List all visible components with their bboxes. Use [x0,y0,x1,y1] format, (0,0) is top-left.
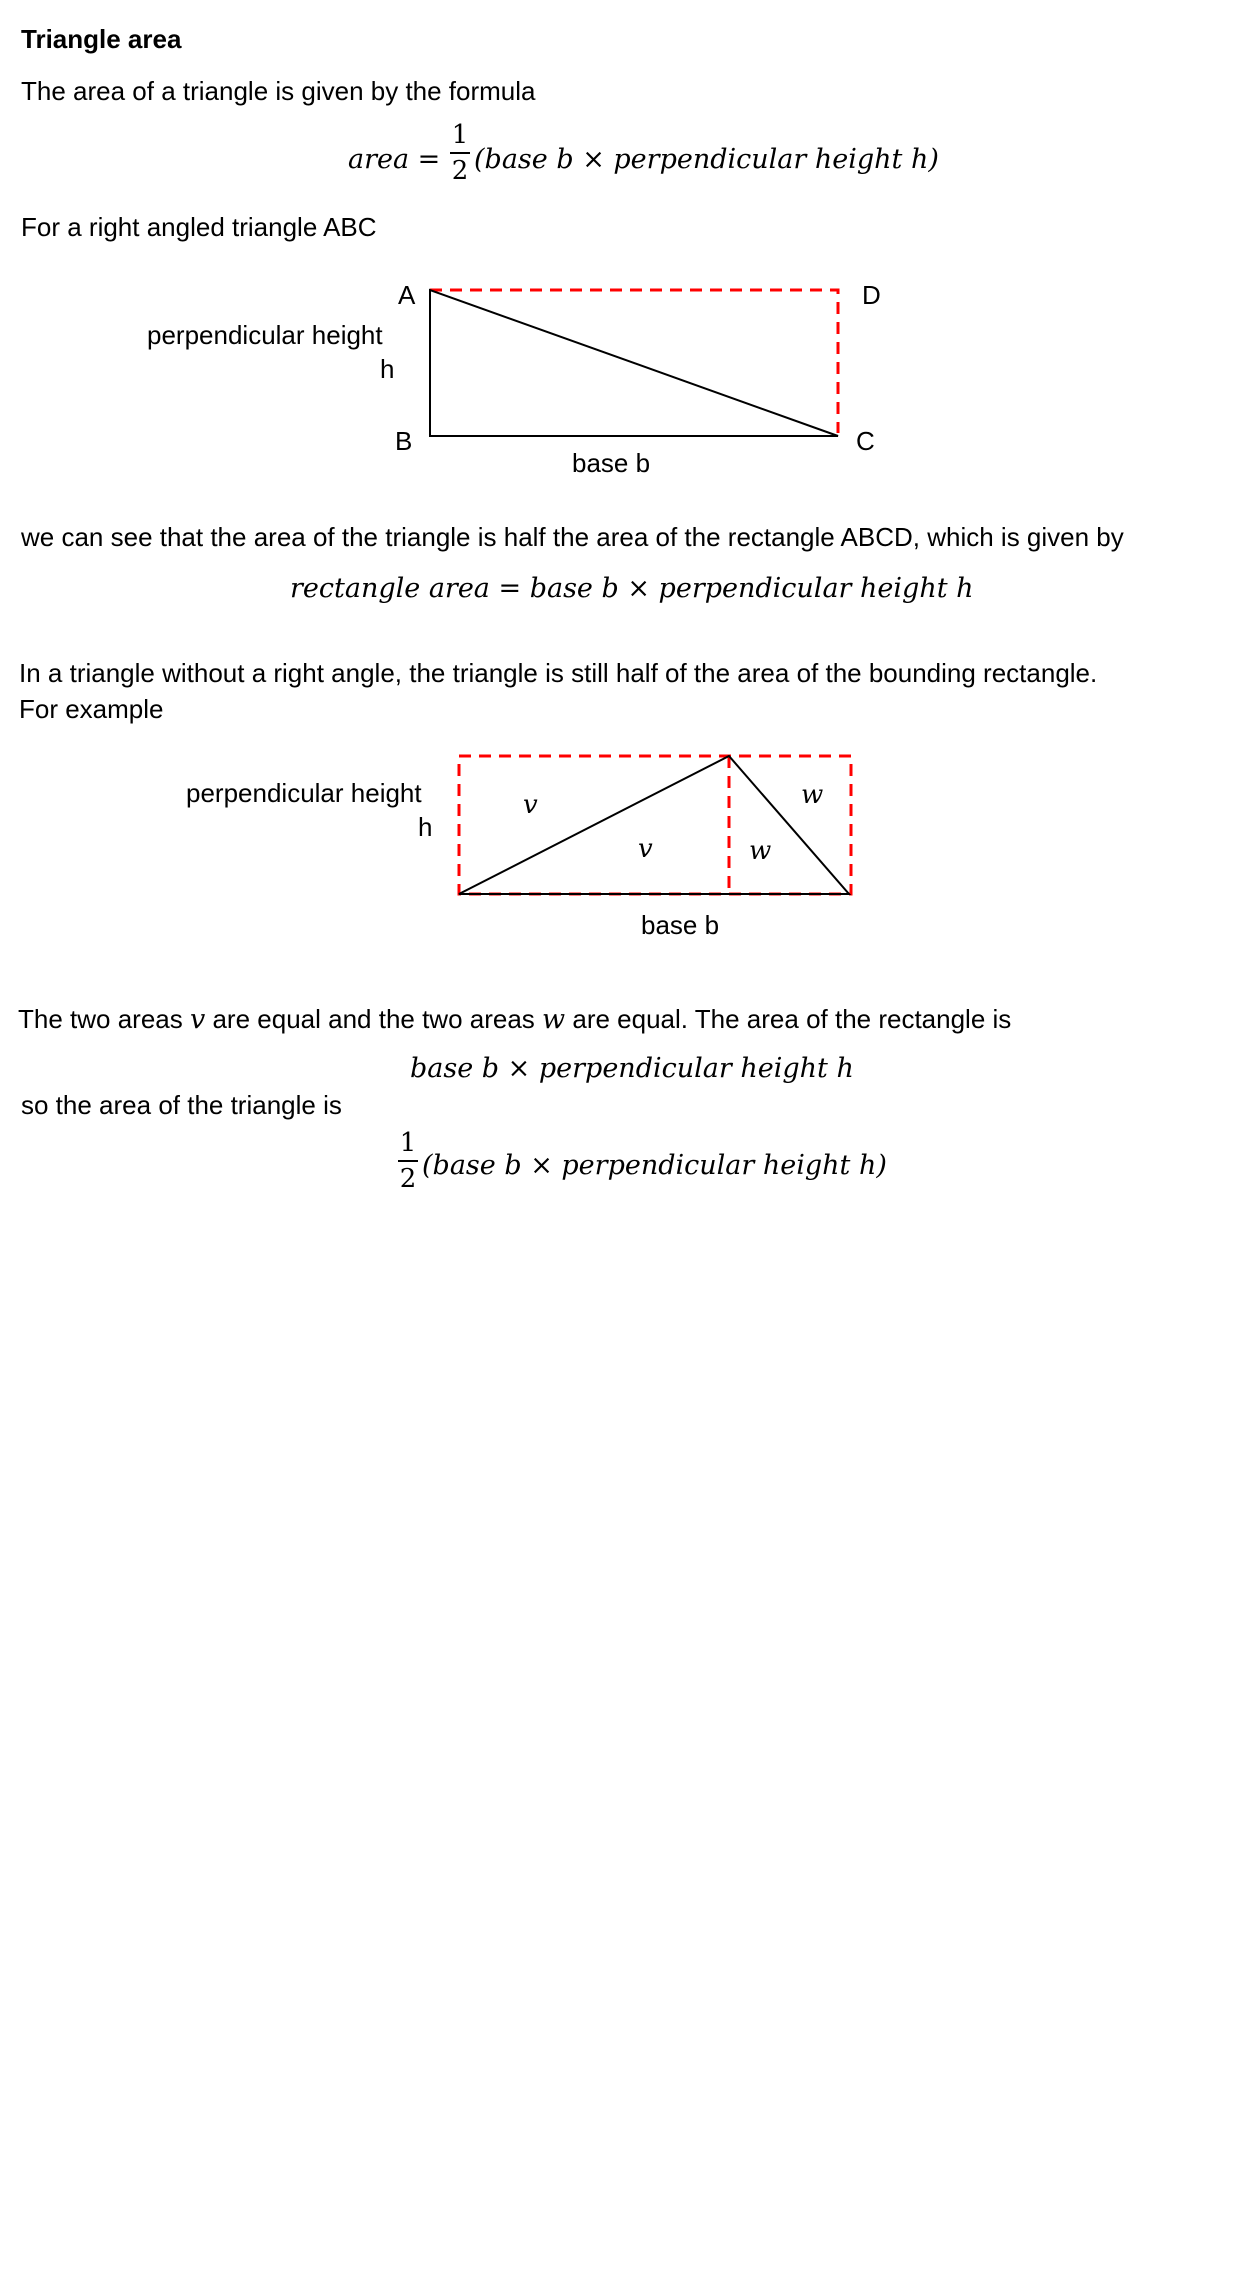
formula1-rhs: (base b × perpendicular height h) [474,144,939,175]
vertex-label-b: B [395,426,413,456]
formula4-numerator: 1 [399,1128,417,1158]
right-triangle-intro: For a right angled triangle ABC [21,212,377,242]
vertex-label-a: A [398,280,416,310]
para4-w: w [542,1004,566,1035]
para4-v: v [189,1004,206,1035]
height-label-2: perpendicular height [186,778,422,808]
rectangle-area-formula: rectangle area = base b × perpendicular height h [290,573,974,604]
formula4-denominator: 2 [399,1164,417,1194]
page-title: Triangle area [21,24,182,54]
equal-areas-text [18,1006,1011,1033]
vertex-label-c: C [856,426,875,456]
formula1-numerator: 1 [451,120,469,150]
area-v-outer: v [523,790,538,820]
rectangle-sentence: we can see that the area of the triangle is half the area of the rectangle ABCD, which is given by [21,522,1124,552]
formula4-fraction [398,1130,418,1192]
area-w-outer: w [801,780,824,810]
para4-a: The two areas [18,1004,190,1034]
area-w-inner: w [749,836,772,866]
height-label: perpendicular height [147,320,383,350]
rectangle-area-formula-2: base b × perpendicular height h [410,1053,854,1084]
para4-b: are equal and the two areas [205,1004,543,1034]
general-triangle-text: In a triangle without a right angle, the triangle is still half of the area of the bounding rectangle. [19,658,1098,688]
height-label-h: h [380,354,395,384]
formula1-denominator: 2 [451,156,469,186]
vertex-label-d: D [862,280,881,310]
general-triangle [459,756,849,894]
base-label: base b [572,448,651,478]
triangle-abc [430,290,838,436]
for-example-text: For example [19,694,164,724]
triangle-area-text: so the area of the triangle is [21,1090,342,1120]
formula1-lhs: area = [348,144,441,175]
bounding-rectangle-dashed [459,756,851,894]
para4-c: are equal. The area of the rectangle is [565,1004,1012,1034]
intro-text: The area of a triangle is given by the formula [21,76,536,106]
formula4-rhs: (base b × perpendicular height h) [422,1150,887,1181]
area-v-inner: v [638,834,653,864]
base-label-2: base b [641,910,720,940]
height-label-h-2: h [418,812,433,842]
